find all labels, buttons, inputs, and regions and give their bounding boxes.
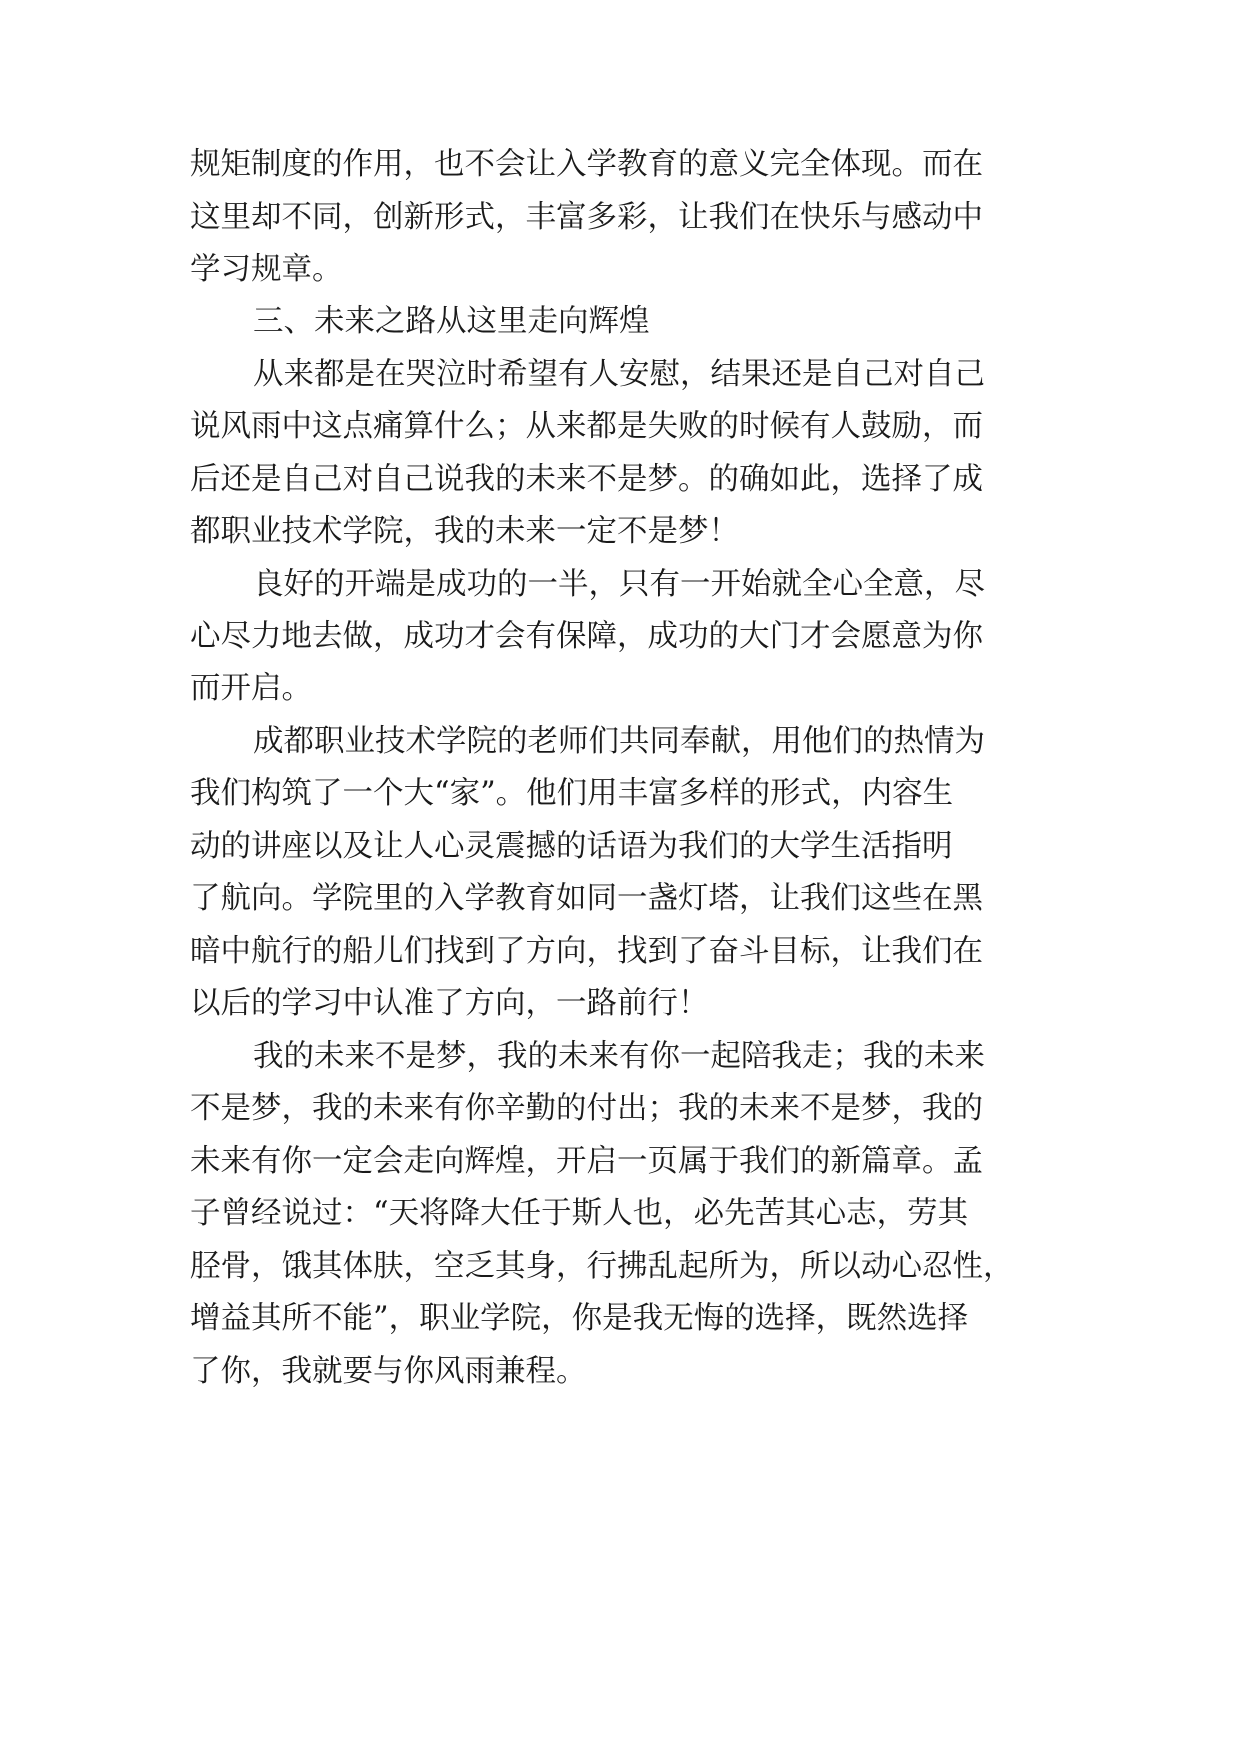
text-line: 了你，我就要与你风雨兼程。: [190, 1354, 587, 1389]
text-line: 规矩制度的作用，也不会让入学教育的意义完全体现。而在: [190, 147, 983, 182]
text-line: 胫骨，饿其体肤，空乏其身，行拂乱起所为，所以动心忍性，: [190, 1249, 1014, 1284]
text-line: 了航向。学院里的入学教育如同一盏灯塔，让我们这些在黑: [190, 881, 983, 916]
text-line: 成都职业技术学院的老师们共同奉献，用他们的热情为: [253, 724, 985, 759]
text-line: 说风雨中这点痛算什么；从来都是失败的时候有人鼓励，而: [190, 409, 983, 444]
text-line: 后还是自己对自己说我的未来不是梦。的确如此，选择了成: [190, 462, 983, 497]
text-line: 我的未来不是梦，我的未来有你一起陪我走；我的未来: [253, 1039, 985, 1074]
text-line: 我们构筑了一个大“家”。他们用丰富多样的形式，内容生: [190, 776, 954, 811]
text-line: 以后的学习中认准了方向，一路前行！: [190, 986, 709, 1021]
text-line: 心尽力地去做，成功才会有保障，成功的大门才会愿意为你: [190, 619, 983, 654]
text-line: 未来有你一定会走向辉煌，开启一页属于我们的新篇章。孟: [190, 1144, 983, 1179]
text-line: 动的讲座以及让人心灵震撼的话语为我们的大学生活指明: [190, 829, 953, 864]
section-heading: 三、未来之路从这里走向辉煌: [253, 304, 650, 339]
text-line: 增益其所不能”，职业学院，你是我无悔的选择，既然选择: [190, 1301, 969, 1336]
text-line: 而开启。: [190, 671, 312, 706]
text-line: 良好的开端是成功的一半，只有一开始就全心全意，尽: [253, 567, 985, 602]
text-line: 不是梦，我的未来有你辛勤的付出；我的未来不是梦，我的: [190, 1091, 983, 1126]
text-line: 学习规章。: [190, 252, 343, 287]
text-line: 从来都是在哭泣时希望有人安慰，结果还是自己对自己: [253, 357, 985, 392]
text-line: 暗中航行的船儿们找到了方向，找到了奋斗目标，让我们在: [190, 934, 983, 969]
text-line: 都职业技术学院，我的未来一定不是梦！: [190, 514, 739, 549]
text-line: 子曾经说过：“天将降大任于斯人也，必先苦其心志，劳其: [190, 1196, 969, 1231]
text-line: 这里却不同，创新形式，丰富多彩，让我们在快乐与感动中: [190, 200, 983, 235]
